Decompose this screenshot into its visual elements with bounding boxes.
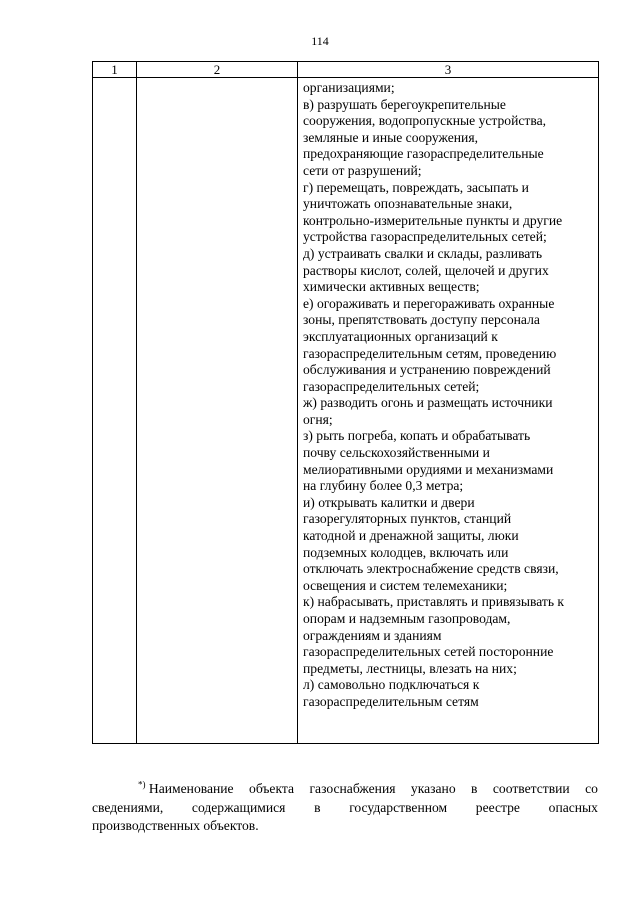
text-line: почву сельскохозяйственными и bbox=[303, 445, 490, 461]
text-line: химически активных веществ; bbox=[303, 279, 480, 295]
column-3-cell bbox=[298, 78, 599, 744]
text-line: организациями; bbox=[303, 80, 395, 95]
footnote-word bbox=[138, 780, 234, 799]
footnote-word: государственном bbox=[349, 799, 448, 815]
column-header-3: 3 bbox=[298, 62, 599, 78]
text-line: газорегуляторных пунктов, станций bbox=[303, 511, 512, 527]
text-line: в) разрушать берегоукрепительные bbox=[303, 96, 506, 112]
footnote-word: в bbox=[314, 799, 321, 815]
text-line: е) огораживать и перегораживать охранные bbox=[303, 295, 555, 311]
text-line: предохраняющие газораспределительные bbox=[303, 146, 544, 162]
table-row bbox=[93, 78, 599, 744]
column-header-2: 2 bbox=[137, 62, 298, 78]
text-line: ограждениям и зданиям bbox=[303, 627, 442, 643]
text-line: газораспределительных сетей; bbox=[303, 378, 480, 394]
column-2-cell bbox=[137, 78, 298, 744]
text-line: опорам и надземным газопроводам, bbox=[303, 611, 511, 626]
footnote-line-3: производственных объектов. bbox=[92, 818, 259, 833]
text-line: обслуживания и устранению повреждений bbox=[303, 362, 551, 378]
page-number: 114 bbox=[311, 34, 329, 48]
text-line: з) рыть погреба, копать и обрабатывать bbox=[303, 428, 531, 444]
text-line: огня; bbox=[303, 411, 333, 427]
footnote-word: газоснабжения bbox=[309, 781, 396, 796]
text-line: г) перемещать, повреждать, засыпать и bbox=[303, 179, 529, 195]
footnote-word: содержащимися bbox=[191, 799, 286, 815]
footnote-word: опасных bbox=[548, 799, 598, 815]
text-line: предметы, лестницы, влезать на них; bbox=[303, 660, 517, 676]
text-line: на глубину более 0,3 метра; bbox=[303, 478, 464, 494]
text-line: газораспределительным сетям bbox=[303, 693, 479, 709]
footnote-line-2 bbox=[92, 799, 598, 818]
footnote-word: сведениями, bbox=[92, 799, 164, 815]
text-line: газораспределительным сетям, проведению bbox=[303, 345, 557, 361]
text-line: устройства газораспределительных сетей; bbox=[303, 229, 547, 245]
text-line: контрольно-измерительные пункты и другие bbox=[303, 212, 563, 228]
text-line: к) набрасывать, приставлять и привязывать к bbox=[303, 594, 565, 610]
text-line: растворы кислот, солей, щелочей и других bbox=[303, 262, 549, 278]
footnote-line-1 bbox=[92, 780, 598, 799]
text-line: освещения и систем телемеханики; bbox=[303, 577, 508, 593]
footnote-word: реестре bbox=[475, 799, 520, 815]
footnote-marker: *) bbox=[138, 779, 146, 790]
footnote-word: указано bbox=[410, 781, 456, 796]
text-line: катодной и дренажной защиты, люки bbox=[303, 528, 519, 544]
text-line: уничтожать опознавательные знаки, bbox=[303, 196, 513, 212]
footnote-word: объекта bbox=[249, 781, 295, 796]
footnote-word: со bbox=[585, 781, 598, 796]
text-line: ж) разводить огонь и размещать источники bbox=[303, 395, 553, 411]
footnote-word: Наименование bbox=[148, 781, 234, 796]
text-line: сети от разрушений; bbox=[303, 162, 422, 178]
footnote bbox=[92, 780, 598, 836]
footnote-word: соответствии bbox=[492, 781, 570, 796]
regulation-table bbox=[92, 61, 599, 744]
restrictions-text bbox=[303, 80, 596, 711]
column-header-1: 1 bbox=[93, 62, 137, 78]
table-header-row bbox=[93, 62, 599, 78]
column-1-cell bbox=[93, 78, 137, 744]
text-line: подземных колодцев, включать или bbox=[303, 544, 509, 560]
text-line: эксплуатационных организаций к bbox=[303, 328, 498, 344]
text-line: газораспределительных сетей посторонние bbox=[303, 644, 554, 660]
text-line: д) устраивать свалки и склады, разливать bbox=[303, 245, 543, 261]
text-line: мелиоративными орудиями и механизмами bbox=[303, 461, 554, 477]
text-line: и) открывать калитки и двери bbox=[303, 494, 475, 510]
text-line: отключать электроснабжение средств связи, bbox=[303, 561, 559, 577]
footnote-word: в bbox=[471, 781, 478, 796]
text-line: зоны, препятствовать доступу персонала bbox=[303, 312, 540, 328]
text-line: сооружения, водопропускные устройства, bbox=[303, 113, 547, 129]
text-line: земляные и иные сооружения, bbox=[303, 129, 478, 145]
text-line: л) самовольно подключаться к bbox=[303, 677, 480, 693]
